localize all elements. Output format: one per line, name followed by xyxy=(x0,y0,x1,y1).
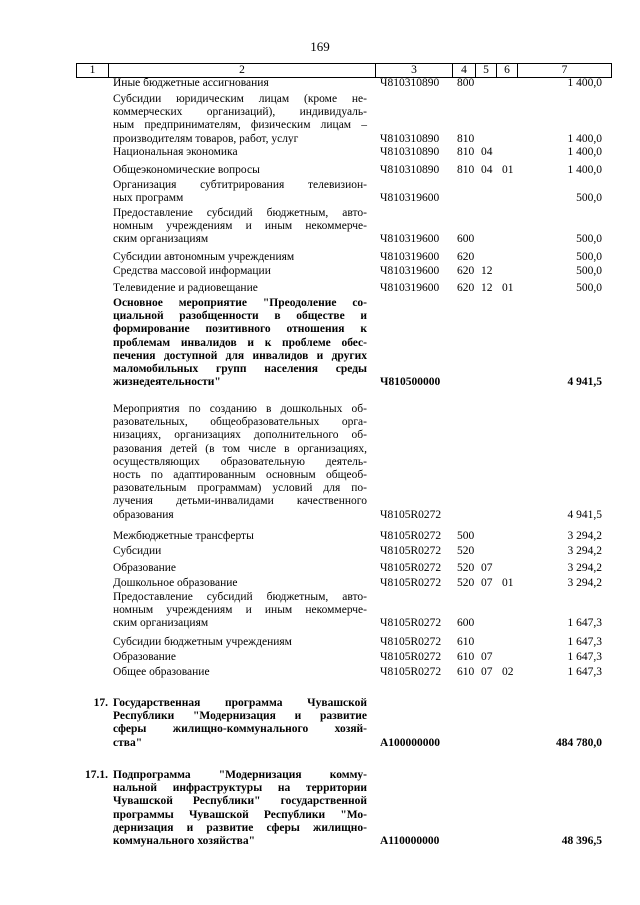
row-name-line: Основное мероприятие "Преодоление со- xyxy=(113,297,367,309)
table-header xyxy=(76,63,612,78)
row-code: Ч8105R0272 xyxy=(380,617,442,630)
row-col-5: 04 xyxy=(481,146,493,158)
row-col-5: 07 xyxy=(481,577,493,589)
row-name-line: разования детей (в том числе в организациях, xyxy=(113,442,367,455)
row-value: 1 647,3 xyxy=(567,651,602,663)
row-name-line: дернизация и развитие сферы жилищно- xyxy=(113,821,367,834)
header-col-6: 6 xyxy=(496,64,517,77)
row-name-line: разовательным программам) условий для по- xyxy=(113,482,367,495)
row-name-line: Общеэкономические вопросы xyxy=(113,164,260,176)
row-name-line: проблемам инвалидов и к проблеме обес- xyxy=(113,336,367,349)
row-col-5: 12 xyxy=(481,282,493,294)
row-code: Ч810319600 xyxy=(380,233,440,246)
row-number: 17.1. xyxy=(85,769,108,781)
row-name-line: номным учреждениям и иным некоммерче- xyxy=(113,220,367,233)
row-code: Ч810319600 xyxy=(380,265,440,277)
row-name xyxy=(113,297,367,389)
row-col-4: 520 xyxy=(457,577,475,589)
row-value: 1 647,3 xyxy=(567,617,602,630)
row-name-line: нальной инфраструктуры на территории xyxy=(113,782,367,795)
row-name-line: образования xyxy=(113,508,174,521)
row-name xyxy=(113,530,367,543)
row-col-6: 01 xyxy=(502,577,514,589)
row-code: Ч8105R0272 xyxy=(380,666,442,678)
row-name-line: программы Чувашской Республики "Мо- xyxy=(113,808,367,821)
row-code: Ч8105R0272 xyxy=(380,545,442,557)
row-name-line: ным предпринимателям, физическим лицам – xyxy=(113,119,367,132)
row-value: 1 400,0 xyxy=(567,132,602,145)
row-name xyxy=(113,77,367,90)
row-col-4: 610 xyxy=(457,666,475,678)
row-col-4: 600 xyxy=(457,617,475,630)
row-name xyxy=(113,545,367,558)
row-name-line: печения доступной для инвалидов и других xyxy=(113,349,367,362)
row-code: Ч810310890 xyxy=(380,77,440,89)
row-name-line: Образование xyxy=(113,651,177,663)
row-code: Ч810500000 xyxy=(380,376,441,389)
row-value: 500,0 xyxy=(576,192,602,205)
row-name xyxy=(113,697,367,750)
row-name-line: разовательных, общеобразовательных орга- xyxy=(113,416,367,429)
row-col-4: 610 xyxy=(457,651,475,663)
row-name-line: ским организациям xyxy=(113,617,209,630)
row-code: А100000000 xyxy=(380,736,441,749)
row-name xyxy=(113,265,367,278)
row-name xyxy=(113,666,367,679)
row-col-4: 810 xyxy=(457,132,475,145)
row-name-line: Иные бюджетные ассигнования xyxy=(113,77,269,89)
row-name-line: лучения детьми-инвалидами качественного xyxy=(113,495,367,508)
row-value: 484 780,0 xyxy=(556,736,602,749)
row-name-line: Национальная экономика xyxy=(113,146,238,158)
row-name-line: Субсидии xyxy=(113,545,162,557)
row-value: 1 400,0 xyxy=(567,164,602,176)
header-col-5: 5 xyxy=(475,64,496,77)
row-value: 1 400,0 xyxy=(567,77,602,89)
row-col-5: 12 xyxy=(481,265,493,277)
row-name-line: циальной разобщенности в обществе и xyxy=(113,310,367,323)
row-col-4: 600 xyxy=(457,233,475,246)
row-name-line: Межбюджетные трансферты xyxy=(113,530,254,542)
row-col-4: 500 xyxy=(457,530,475,542)
row-name-line: жизнедеятельности" xyxy=(113,376,221,389)
row-name-line: Подпрограмма "Модернизация комму- xyxy=(113,769,367,781)
row-value: 1 647,3 xyxy=(567,636,602,648)
row-name-line: Предоставление субсидий бюджетным, авто- xyxy=(113,591,367,603)
row-name-line: ность по адаптированным основным общеоб- xyxy=(113,469,367,482)
row-name-line: сферы жилищно-коммунального хозяй- xyxy=(113,723,367,736)
row-name xyxy=(113,577,367,590)
row-name-line: ским организациям xyxy=(113,233,209,246)
row-value: 500,0 xyxy=(576,282,602,294)
row-col-4: 810 xyxy=(457,164,475,176)
row-name-line: номным учреждениям и иным некоммерче- xyxy=(113,604,367,617)
row-code: Ч8105R0272 xyxy=(380,562,442,574)
row-name-line: производителям товаров, работ, услуг xyxy=(113,132,299,145)
row-name-line: осуществляющих образовательную деятель- xyxy=(113,455,367,468)
row-code: Ч8105R0272 xyxy=(380,508,442,521)
row-code: Ч8105R0272 xyxy=(380,577,442,589)
row-name-line: Общее образование xyxy=(113,666,210,678)
row-name xyxy=(113,562,367,575)
row-col-4: 810 xyxy=(457,146,475,158)
header-col-7: 7 xyxy=(517,64,612,77)
row-code: А110000000 xyxy=(380,835,440,847)
header-col-4: 4 xyxy=(452,64,475,77)
row-col-4: 620 xyxy=(457,251,475,263)
row-name-line: маломобильных групп населения среды xyxy=(113,363,367,376)
row-name-line: Мероприятия по созданию в дошкольных об- xyxy=(113,403,367,415)
row-name xyxy=(113,207,367,247)
row-col-6: 02 xyxy=(502,666,514,678)
row-name xyxy=(113,636,367,649)
header-col-2: 2 xyxy=(108,64,375,77)
page-number: 169 xyxy=(310,39,330,54)
row-name xyxy=(113,282,367,295)
row-name-line: ства" xyxy=(113,736,143,749)
row-name xyxy=(113,651,367,664)
row-code: Ч810319600 xyxy=(380,192,440,205)
row-name-line: Субсидии бюджетным учреждениям xyxy=(113,636,292,648)
row-name-line: коммунального хозяйства" xyxy=(113,835,255,848)
row-number: 17. xyxy=(93,697,108,709)
row-name xyxy=(113,179,367,205)
row-code: Ч810310890 xyxy=(380,146,440,158)
row-value: 3 294,2 xyxy=(567,545,602,557)
row-name xyxy=(113,403,367,522)
row-name xyxy=(113,93,367,146)
row-value: 3 294,2 xyxy=(567,530,602,542)
row-col-5: 07 xyxy=(481,651,493,663)
row-value: 500,0 xyxy=(576,265,602,277)
row-col-5: 07 xyxy=(481,562,493,574)
row-value: 500,0 xyxy=(576,251,602,263)
row-name xyxy=(113,251,367,264)
row-code: Ч810319600 xyxy=(380,282,440,294)
row-value: 500,0 xyxy=(576,233,602,246)
row-code: Ч810319600 xyxy=(380,251,440,263)
row-value: 3 294,2 xyxy=(567,562,602,574)
row-name xyxy=(113,769,367,848)
row-name-line: низациях, организациях дополнительного об- xyxy=(113,429,367,442)
row-value: 1 647,3 xyxy=(567,666,602,678)
row-col-4: 520 xyxy=(457,562,475,574)
row-value: 4 941,5 xyxy=(567,508,602,521)
row-col-4: 620 xyxy=(457,282,475,294)
row-name-line: формирование позитивного отношения к xyxy=(113,323,367,336)
row-col-5: 07 xyxy=(481,666,493,678)
header-col-3: 3 xyxy=(375,64,452,77)
row-name-line: Субсидии автономным учреждениям xyxy=(113,251,295,263)
row-col-4: 610 xyxy=(457,636,475,648)
row-name-line: Организация субтитрирования телевизион- xyxy=(113,179,367,191)
row-col-4: 620 xyxy=(457,265,475,277)
row-value: 3 294,2 xyxy=(567,577,602,589)
row-col-6: 01 xyxy=(502,282,514,294)
row-code: Ч810310890 xyxy=(380,164,440,176)
header-col-1: 1 xyxy=(76,64,108,77)
row-name-line: Чувашской Республики" государственной xyxy=(113,795,367,808)
row-name-line: ных программ xyxy=(113,192,184,205)
row-name-line: Образование xyxy=(113,562,177,574)
row-name-line: Средства массовой информации xyxy=(113,265,271,277)
row-code: Ч810310890 xyxy=(380,132,440,145)
row-name-line: Государственная программа Чувашской xyxy=(113,697,367,709)
row-name xyxy=(113,146,367,159)
row-name-line: Дошкольное образование xyxy=(113,577,238,589)
row-name xyxy=(113,591,367,631)
row-name-line: Республики "Модернизация и развитие xyxy=(113,710,367,723)
row-code: Ч8105R0272 xyxy=(380,651,442,663)
row-value: 48 396,5 xyxy=(561,835,602,847)
row-name-line: Телевидение и радиовещание xyxy=(113,282,258,294)
row-code: Ч8105R0272 xyxy=(380,530,442,542)
row-col-4: 520 xyxy=(457,545,475,557)
row-name-line: коммерческих организаций), индивидуаль- xyxy=(113,106,367,119)
row-name xyxy=(113,164,367,177)
row-col-6: 01 xyxy=(502,164,514,176)
row-name-line: Предоставление субсидий бюджетным, авто- xyxy=(113,207,367,219)
row-value: 1 400,0 xyxy=(567,146,602,158)
row-value: 4 941,5 xyxy=(567,376,602,389)
row-col-5: 04 xyxy=(481,164,493,176)
row-col-4: 800 xyxy=(457,77,475,89)
row-name-line: Субсидии юридическим лицам (кроме не- xyxy=(113,93,367,105)
row-code: Ч8105R0272 xyxy=(380,636,442,648)
